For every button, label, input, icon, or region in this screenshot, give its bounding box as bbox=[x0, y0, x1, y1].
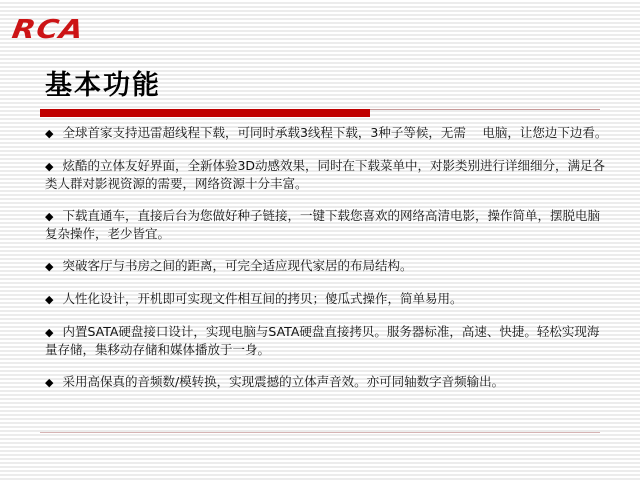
diamond-bullet-icon: ◆ bbox=[45, 127, 54, 140]
list-item bbox=[45, 157, 610, 192]
list-item-text: 人性化设计，开机即可实现文件相互间的拷贝；傻瓜式操作，简单易用。 bbox=[62, 291, 463, 306]
list-item-text: 全球首家支持迅雷超线程下载，可同时承载3线程下载，3种子等候，无需 电脑，让您边下边看。 bbox=[62, 125, 608, 140]
list-item-text: 内置SATA硬盘接口设计，实现电脑与SATA硬盘直接拷贝。服务器标准，高速、快捷。轻松实现海量存储，集移动存储和媒体播放于一身。 bbox=[45, 324, 600, 357]
list-item bbox=[45, 207, 610, 242]
list-item bbox=[45, 257, 610, 275]
diamond-bullet-icon: ◆ bbox=[45, 210, 54, 223]
list-item bbox=[45, 290, 610, 308]
diamond-bullet-icon: ◆ bbox=[45, 160, 54, 173]
title-accent-bar bbox=[40, 109, 370, 117]
list-item-text: 炫酷的立体友好界面，全新体验3D动感效果，同时在下载菜单中，对影类别进行详细细分，满足各类人群对影视资源的需要，网络资源十分丰富。 bbox=[45, 158, 606, 191]
list-item-text: 突破客厅与书房之间的距离，可完全适应现代家居的布局结构。 bbox=[62, 258, 413, 273]
diamond-bullet-icon: ◆ bbox=[45, 326, 54, 339]
list-item-text: 采用高保真的音频数/模转换，实现震撼的立体声音效。亦可同轴数字音频输出。 bbox=[62, 374, 505, 389]
diamond-bullet-icon: ◆ bbox=[45, 376, 54, 389]
diamond-bullet-icon: ◆ bbox=[45, 293, 54, 306]
diamond-bullet-icon: ◆ bbox=[45, 260, 54, 273]
rca-logo: RCA bbox=[9, 15, 87, 45]
page-title: 基本功能 bbox=[45, 70, 161, 101]
logo-box bbox=[8, 8, 88, 52]
list-item bbox=[45, 124, 610, 142]
list-item bbox=[45, 323, 610, 358]
feature-list bbox=[45, 124, 610, 406]
list-item bbox=[45, 373, 610, 391]
bottom-divider-line bbox=[40, 432, 600, 433]
list-item-text: 下载直通车，直接后台为您做好种子链接，一键下载您喜欢的网络高清电影，操作简单，摆脱电脑复杂操作，老少皆宜。 bbox=[45, 208, 600, 241]
